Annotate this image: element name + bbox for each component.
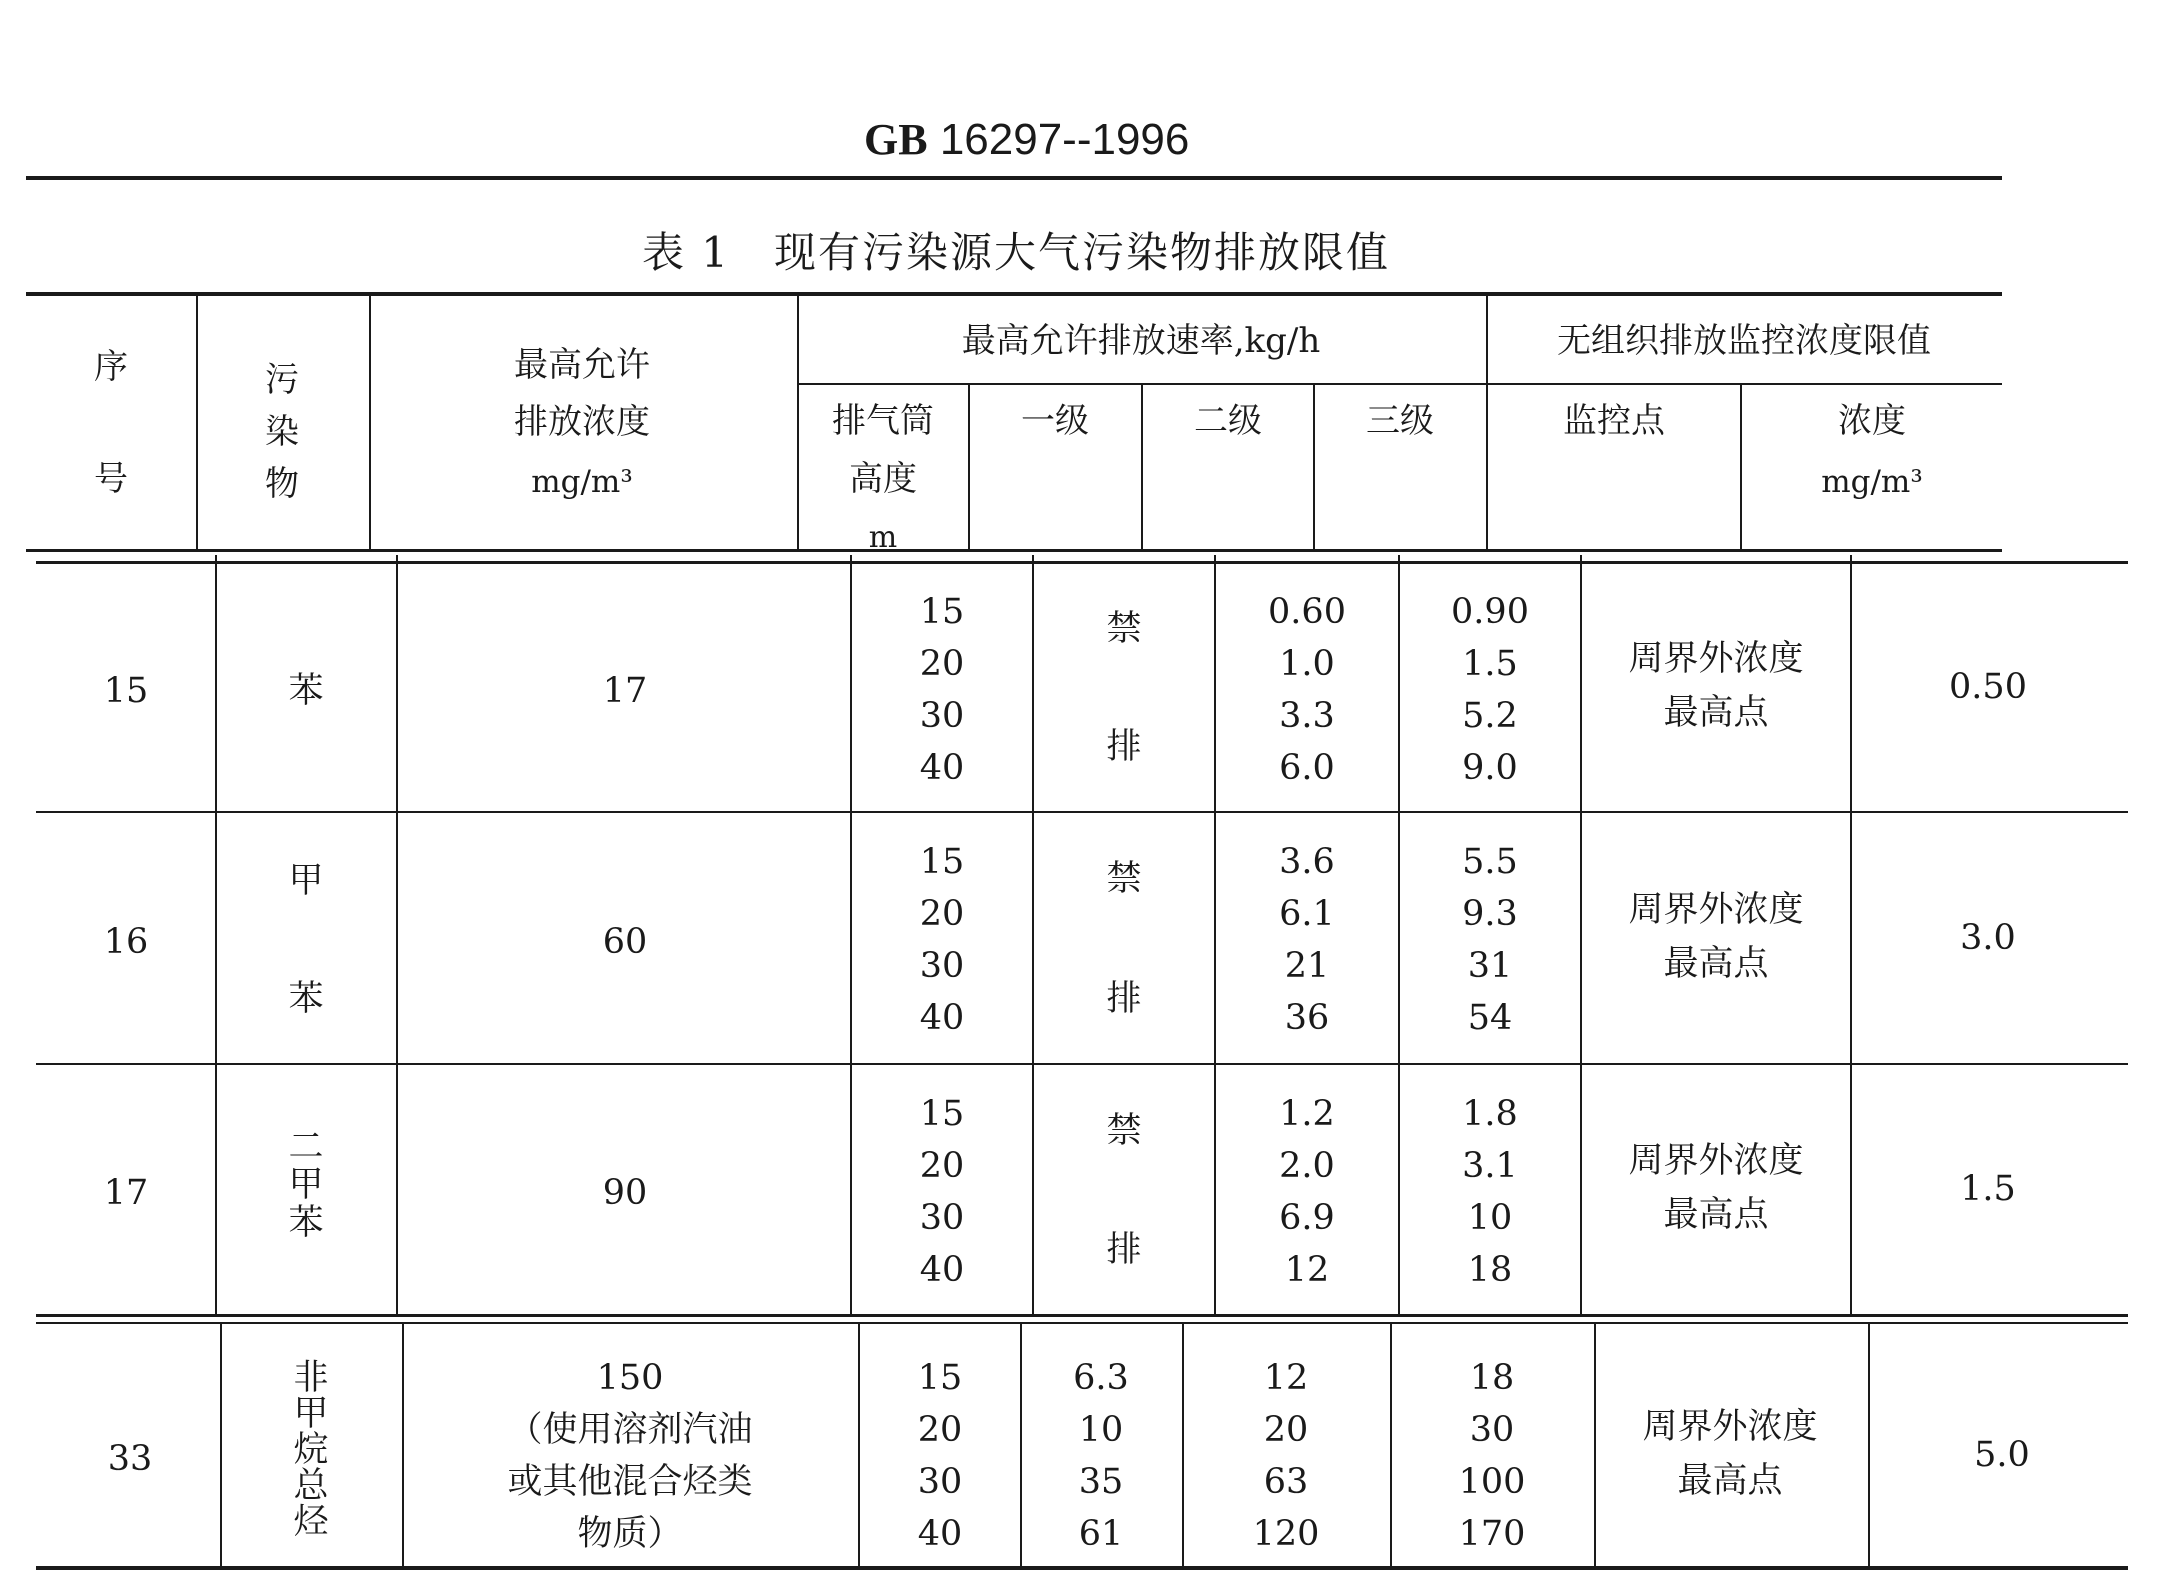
row-divider bbox=[1580, 555, 1582, 1317]
header-divider bbox=[1141, 384, 1143, 550]
header-rate-group: 最高允许排放速率,kg/h bbox=[961, 321, 1321, 361]
row-number: 15 bbox=[103, 671, 149, 711]
header-stack-height: 高度 bbox=[849, 459, 917, 499]
stack-height: 30 bbox=[919, 1198, 965, 1238]
row-rule bbox=[36, 1322, 2128, 1324]
level-3-rate: 170 bbox=[1458, 1514, 1526, 1554]
level-3-rate: 3.1 bbox=[1462, 1146, 1518, 1186]
pollutant-name: 苯 bbox=[288, 671, 324, 711]
stack-height: 15 bbox=[919, 842, 965, 882]
row-rule bbox=[36, 1314, 2128, 1317]
header-no: 号 bbox=[94, 459, 128, 499]
document-code bbox=[864, 115, 1190, 164]
fugitive-concentration: 5.0 bbox=[1974, 1435, 2030, 1475]
level-2-rate: 1.0 bbox=[1279, 644, 1335, 684]
level-2-rate: 6.1 bbox=[1279, 894, 1335, 934]
header-pollutant: 污染物 bbox=[265, 360, 299, 504]
header-level-1: 一级 bbox=[1021, 401, 1089, 441]
monitor-point: 周界外浓度 bbox=[1628, 1141, 1804, 1181]
fugitive-concentration: 3.0 bbox=[1960, 918, 2016, 958]
level-2-rate: 20 bbox=[1263, 1410, 1309, 1450]
level-2-rate: 3.6 bbox=[1279, 842, 1335, 882]
row-number: 33 bbox=[107, 1439, 153, 1479]
row-divider bbox=[1214, 555, 1216, 1317]
row-divider bbox=[1020, 1322, 1022, 1568]
stack-height-list bbox=[920, 836, 965, 1044]
stack-height: 15 bbox=[919, 1094, 965, 1134]
row-divider bbox=[402, 1322, 404, 1568]
level-3-rate: 9.0 bbox=[1462, 748, 1518, 788]
max-concentration: 90 bbox=[602, 1173, 648, 1213]
level-3-rate-list bbox=[1462, 836, 1518, 1044]
table-title: 表 1 现有污染源大气污染物排放限值 bbox=[641, 228, 1391, 277]
fugitive-concentration: 0.50 bbox=[1949, 667, 2027, 707]
level-3-rate: 1.8 bbox=[1462, 1094, 1518, 1134]
level-2-rate: 6.0 bbox=[1279, 748, 1335, 788]
max-concentration: 17 bbox=[602, 671, 648, 711]
level-3-rate: 9.3 bbox=[1462, 894, 1518, 934]
level-3-rate: 18 bbox=[1467, 1250, 1513, 1290]
header-divider bbox=[968, 384, 970, 550]
row-number: 16 bbox=[103, 922, 149, 962]
stack-height-list bbox=[920, 1088, 965, 1296]
level-2-rate: 120 bbox=[1252, 1514, 1320, 1554]
level-3-rate: 31 bbox=[1467, 946, 1513, 986]
level-1-banned: 排 bbox=[1106, 1230, 1142, 1270]
monitor-point: 最高点 bbox=[1663, 1195, 1769, 1235]
header-divider bbox=[1740, 384, 1742, 550]
max-concentration: 150 bbox=[596, 1358, 664, 1398]
header-max-conc: 最高允许 bbox=[514, 345, 650, 385]
level-3-rate-list bbox=[1459, 1352, 1526, 1560]
monitor-point: 最高点 bbox=[1677, 1461, 1783, 1501]
level-2-rate: 2.0 bbox=[1279, 1146, 1335, 1186]
level-2-rate: 12 bbox=[1263, 1358, 1309, 1398]
header-divider bbox=[1486, 294, 1488, 550]
max-concentration-block bbox=[507, 1352, 752, 1560]
header-sub-rule bbox=[798, 383, 2002, 385]
level-1-rate: 10 bbox=[1078, 1410, 1124, 1450]
stack-height: 15 bbox=[919, 592, 965, 632]
pollutant-name: 二甲苯 bbox=[288, 1127, 324, 1243]
level-2-rate-list bbox=[1268, 586, 1346, 794]
header-max-conc: 排放浓度 bbox=[514, 402, 650, 442]
level-1-banned: 禁 bbox=[1106, 609, 1142, 649]
stack-height: 30 bbox=[919, 696, 965, 736]
row-divider bbox=[1398, 555, 1400, 1317]
max-concentration-note: 物质） bbox=[577, 1514, 683, 1554]
level-2-rate: 0.60 bbox=[1268, 592, 1346, 632]
row-rule bbox=[36, 1063, 2128, 1065]
monitor-point: 最高点 bbox=[1663, 944, 1769, 984]
stack-height: 40 bbox=[919, 748, 965, 788]
header-stack-height: 排气筒 bbox=[832, 401, 934, 441]
monitor-point: 周界外浓度 bbox=[1642, 1407, 1818, 1447]
stack-height: 20 bbox=[919, 894, 965, 934]
header-fugitive-group: 无组织排放监控浓度限值 bbox=[1557, 321, 1931, 361]
level-1-banned: 禁 bbox=[1106, 1111, 1142, 1151]
row-divider bbox=[850, 555, 852, 1317]
monitor-point: 周界外浓度 bbox=[1628, 890, 1804, 930]
row-divider bbox=[1868, 1322, 1870, 1568]
level-2-rate: 36 bbox=[1284, 998, 1330, 1038]
stack-height: 30 bbox=[919, 946, 965, 986]
stack-height: 30 bbox=[917, 1462, 963, 1502]
header-top-rule bbox=[26, 292, 2002, 296]
table-bottom-rule bbox=[36, 1566, 2128, 1570]
level-3-rate: 1.5 bbox=[1462, 644, 1518, 684]
header-max-conc-unit: mg/m³ bbox=[531, 464, 633, 500]
stack-height-list bbox=[920, 586, 965, 794]
stack-height: 20 bbox=[919, 644, 965, 684]
row-rule bbox=[36, 561, 2128, 564]
row-number: 17 bbox=[103, 1173, 149, 1213]
level-1-rate: 61 bbox=[1078, 1514, 1124, 1554]
level-2-rate-list bbox=[1279, 836, 1335, 1044]
level-2-rate: 1.2 bbox=[1279, 1094, 1335, 1134]
level-3-rate: 100 bbox=[1458, 1462, 1526, 1502]
row-divider bbox=[1182, 1322, 1184, 1568]
level-3-rate: 0.90 bbox=[1451, 592, 1529, 632]
header-bottom-rule bbox=[26, 549, 2002, 552]
header-level-2: 二级 bbox=[1194, 401, 1262, 441]
row-divider bbox=[1390, 1322, 1392, 1568]
header-divider bbox=[1313, 384, 1315, 550]
stack-height: 15 bbox=[917, 1358, 963, 1398]
header-concentration: 浓度 bbox=[1838, 401, 1906, 441]
level-3-rate: 5.2 bbox=[1462, 696, 1518, 736]
header-stack-unit: m bbox=[868, 520, 898, 555]
level-3-rate: 5.5 bbox=[1462, 842, 1518, 882]
header-divider bbox=[797, 294, 799, 550]
header-level-3: 三级 bbox=[1366, 401, 1434, 441]
header-no: 序 bbox=[94, 347, 128, 387]
stack-height: 40 bbox=[919, 1250, 965, 1290]
level-2-rate: 21 bbox=[1284, 946, 1330, 986]
level-2-rate-list bbox=[1253, 1352, 1320, 1560]
document-code-number: 16297--1996 bbox=[939, 115, 1190, 164]
level-3-rate: 10 bbox=[1467, 1198, 1513, 1238]
level-2-rate-list bbox=[1279, 1088, 1335, 1296]
level-3-rate: 18 bbox=[1469, 1358, 1515, 1398]
level-3-rate-list bbox=[1462, 1088, 1518, 1296]
level-1-banned: 排 bbox=[1106, 727, 1142, 767]
level-1-banned: 排 bbox=[1106, 979, 1142, 1019]
header-divider bbox=[196, 294, 198, 550]
row-divider bbox=[215, 555, 217, 1317]
stack-height: 40 bbox=[917, 1514, 963, 1554]
row-divider bbox=[1850, 555, 1852, 1317]
level-1-banned: 禁 bbox=[1106, 859, 1142, 899]
stack-height: 20 bbox=[917, 1410, 963, 1450]
max-concentration-note: 或其他混合烃类 bbox=[507, 1462, 753, 1502]
max-concentration-note: （使用溶剂汽油 bbox=[507, 1410, 753, 1450]
level-2-rate: 63 bbox=[1263, 1462, 1309, 1502]
monitor-point: 最高点 bbox=[1663, 693, 1769, 733]
level-2-rate: 3.3 bbox=[1279, 696, 1335, 736]
header-monitor-point: 监控点 bbox=[1563, 401, 1665, 441]
row-divider bbox=[1594, 1322, 1596, 1568]
level-1-rate: 6.3 bbox=[1073, 1358, 1129, 1398]
level-3-rate: 54 bbox=[1467, 998, 1513, 1038]
level-1-rate-list bbox=[1073, 1352, 1129, 1560]
max-concentration: 60 bbox=[602, 922, 648, 962]
level-2-rate: 12 bbox=[1284, 1250, 1330, 1290]
stack-height-list bbox=[918, 1352, 963, 1560]
row-divider bbox=[396, 555, 398, 1317]
row-divider bbox=[220, 1322, 222, 1568]
pollutant-name: 苯 bbox=[288, 979, 324, 1019]
stack-height: 20 bbox=[919, 1146, 965, 1186]
row-divider bbox=[1032, 555, 1034, 1317]
header-divider bbox=[369, 294, 371, 550]
stack-height: 40 bbox=[919, 998, 965, 1038]
document-code-prefix: GB bbox=[864, 115, 928, 164]
level-1-rate: 35 bbox=[1078, 1462, 1124, 1502]
row-rule bbox=[36, 811, 2128, 813]
pollutant-name: 非甲烷总烃 bbox=[293, 1358, 329, 1542]
header-rule bbox=[26, 176, 2002, 180]
header-concentration-unit: mg/m³ bbox=[1821, 464, 1923, 500]
level-3-rate-list bbox=[1451, 586, 1529, 794]
fugitive-concentration: 1.5 bbox=[1960, 1169, 2016, 1209]
row-divider bbox=[858, 1322, 860, 1568]
level-3-rate: 30 bbox=[1469, 1410, 1515, 1450]
monitor-point: 周界外浓度 bbox=[1628, 639, 1804, 679]
pollutant-name: 甲 bbox=[288, 861, 324, 901]
level-2-rate: 6.9 bbox=[1279, 1198, 1335, 1238]
